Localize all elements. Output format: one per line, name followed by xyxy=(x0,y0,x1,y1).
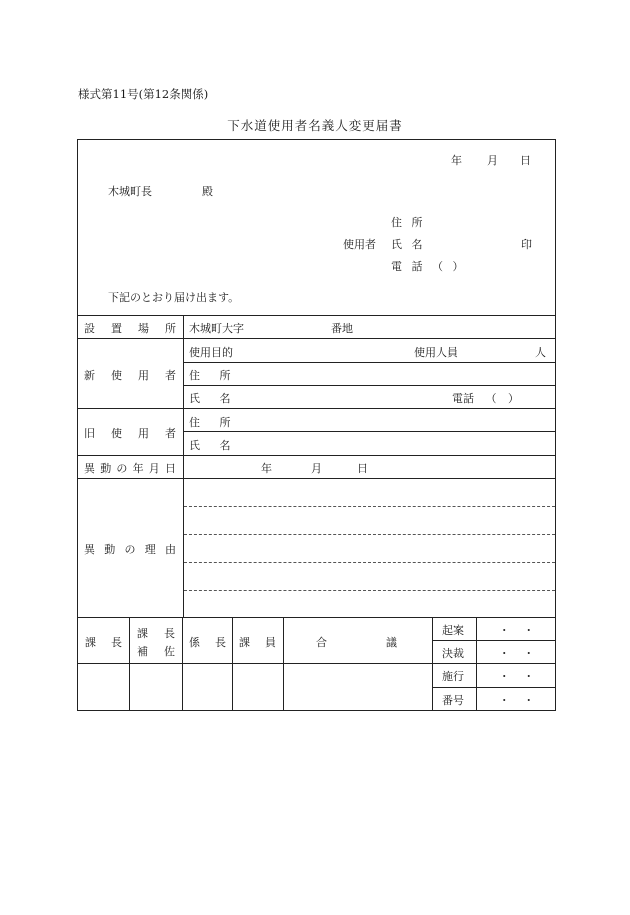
location-banchi: 番地 xyxy=(331,322,353,335)
addressee-honorific: 殿 xyxy=(202,185,213,198)
change-month: 月 xyxy=(311,462,322,475)
change-reason-label: 異 動 の 理 由 xyxy=(84,543,176,556)
approval-hosa-line1: 課 長 xyxy=(137,627,175,640)
change-day: 日 xyxy=(357,462,368,475)
applicant-address-label: 住 所 xyxy=(391,216,423,229)
old-address-label: 住 所 xyxy=(189,416,231,429)
shiko-date: ・ ・ xyxy=(498,670,535,683)
persons-unit: 人 xyxy=(535,346,546,359)
document-title: 下水道使用者名義人変更届書 xyxy=(227,118,403,133)
location-label: 設 置 場 所 xyxy=(84,322,176,335)
new-name-label: 氏 名 xyxy=(189,392,231,405)
notice-text: 下記のとおり届け出ます。 xyxy=(108,291,240,304)
old-user-label: 旧 使 用 者 xyxy=(84,427,176,440)
shiko-label: 施行 xyxy=(442,670,464,683)
approval-hosa-line2: 補 佐 xyxy=(137,645,175,658)
bango-label: 番号 xyxy=(442,694,464,707)
kessai-date: ・ ・ xyxy=(498,647,535,660)
form-number: 様式第11号(第12条関係) xyxy=(78,87,209,101)
applicant-name-label: 氏 名 xyxy=(391,238,423,251)
bango-value: ・ ・ xyxy=(498,694,535,707)
new-user-label: 新 使 用 者 xyxy=(84,369,176,382)
addressee: 木城町長 xyxy=(108,185,152,198)
change-year: 年 xyxy=(261,462,272,475)
approval-kakaricho: 係 長 xyxy=(189,636,226,649)
change-date-label: 異 動 の 年 月 日 xyxy=(84,462,176,475)
new-phone-label: 電話 （ ） xyxy=(452,392,519,405)
date-year: 年 xyxy=(451,154,462,167)
kian-date: ・ ・ xyxy=(498,624,535,637)
old-name-label: 氏 名 xyxy=(189,439,231,452)
persons-label: 使用人員 xyxy=(414,346,458,359)
approval-aigi: 合 議 xyxy=(316,636,397,649)
kian-label: 起案 xyxy=(442,624,464,637)
purpose-label: 使用目的 xyxy=(189,346,233,359)
approval-kacho: 課 長 xyxy=(85,636,122,649)
approval-kain: 課 員 xyxy=(239,636,276,649)
seal-mark: 印 xyxy=(521,238,532,251)
applicant-phone-label: 電 話 （ ） xyxy=(391,260,464,273)
date-day: 日 xyxy=(520,154,531,167)
new-address-label: 住 所 xyxy=(189,369,231,382)
kessai-label: 決裁 xyxy=(442,647,464,660)
applicant-label: 使用者 xyxy=(343,238,376,251)
date-month: 月 xyxy=(487,154,498,167)
location-value: 木城町大字 xyxy=(189,322,244,335)
